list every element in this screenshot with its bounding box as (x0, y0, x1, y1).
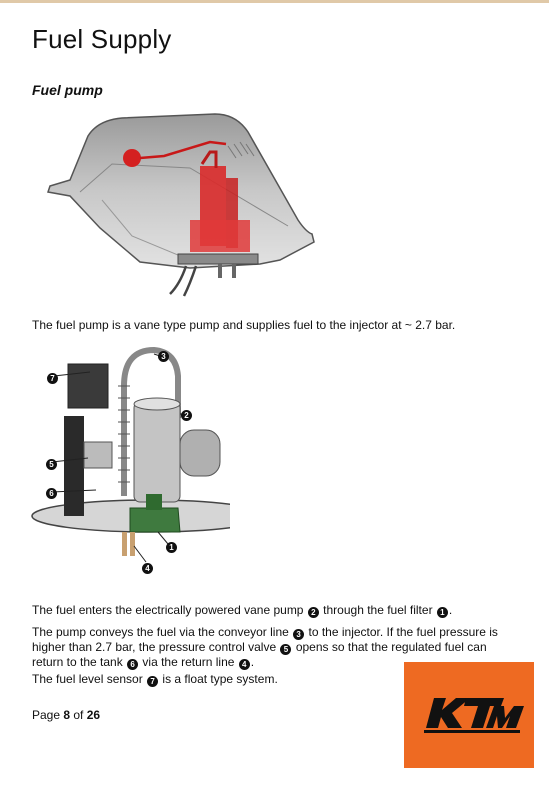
ktm-logo (404, 662, 534, 768)
page-total: 26 (86, 708, 101, 722)
top-rule (0, 0, 549, 3)
text-segment: through the fuel filter (319, 603, 436, 617)
inline-marker-4: 4 (239, 659, 250, 670)
page-middle: of (70, 708, 87, 722)
page-prefix: Page (32, 708, 64, 722)
fuel-pump-assembly-illustration (30, 346, 230, 578)
text-segment: opens so that the regulated fuel can return to the tank (32, 640, 487, 669)
text-segment: . (448, 603, 453, 617)
inline-marker-5: 5 (280, 644, 291, 655)
ktm-logo-mark (404, 662, 534, 768)
text-segment: is a float type system. (159, 672, 278, 686)
paragraph-pump-intake (32, 603, 522, 618)
callout-3: 3 (158, 351, 169, 362)
text-segment: to the injector. If the fuel pressure is higher than 2.7 bar, the pressure control valve (32, 625, 498, 654)
page-footer (32, 708, 100, 722)
callout-2: 2 (181, 410, 192, 421)
inline-marker-6: 6 (127, 659, 138, 670)
callout-6: 6 (46, 488, 57, 499)
text-segment: via the return line (139, 655, 238, 669)
inline-marker-2: 2 (308, 607, 319, 618)
text-segment: . (250, 655, 255, 669)
page-current: 8 (63, 708, 71, 722)
inline-marker-1: 1 (437, 607, 448, 618)
callout-5: 5 (46, 459, 57, 470)
intro-paragraph: The fuel pump is a vane type pump and supplies fuel to the injector at ~ 2.7 bar. (32, 318, 456, 332)
page-title: Fuel Supply (32, 24, 172, 54)
inline-marker-3: 3 (293, 629, 304, 640)
inline-marker-7: 7 (147, 676, 158, 687)
section-title: Fuel pump (32, 82, 103, 98)
text-segment: The pump conveys the fuel via the conveyor line (32, 625, 293, 639)
paragraph-level-sensor (32, 672, 392, 687)
fuel-tank-illustration (40, 108, 330, 308)
text-segment: The fuel enters the electrically powered vane pump (32, 603, 307, 617)
text-segment: The fuel level sensor (32, 672, 147, 686)
callout-4: 4 (142, 563, 153, 574)
callout-7: 7 (47, 373, 58, 384)
callout-1: 1 (166, 542, 177, 553)
